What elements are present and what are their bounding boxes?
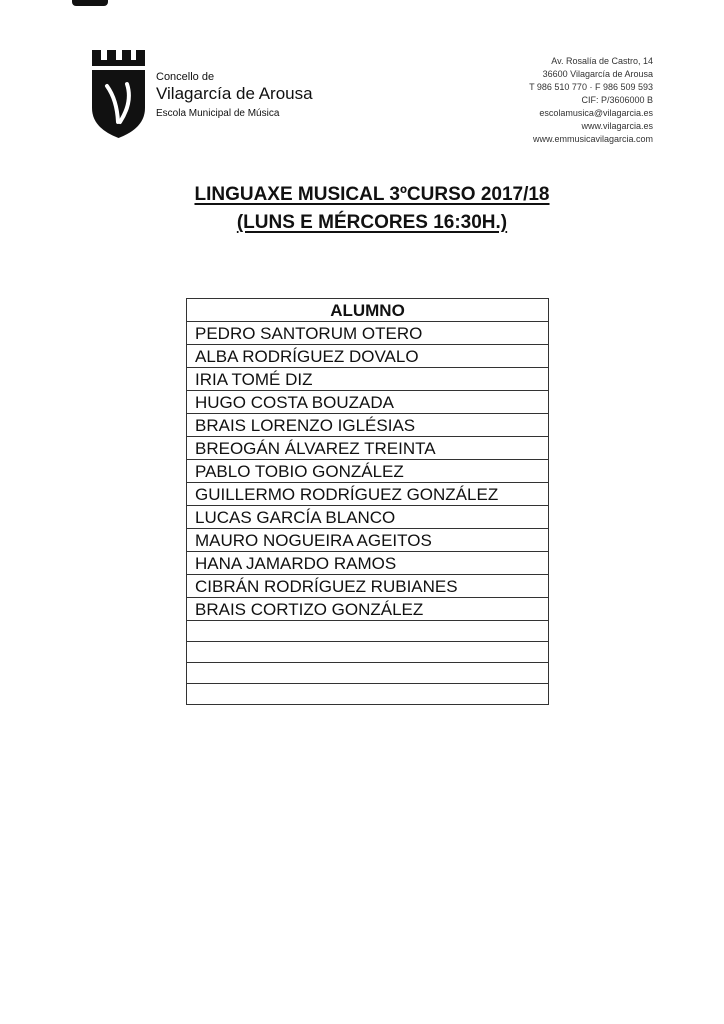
- contact-block: [529, 55, 653, 146]
- student-name: BRAIS LORENZO IGLÉSIAS: [187, 414, 549, 437]
- student-name: PEDRO SANTORUM OTERO: [187, 322, 549, 345]
- document-title: LINGUAXE MUSICAL 3ºCURSO 2017/18: [194, 184, 550, 205]
- table-row: [187, 552, 549, 575]
- document-subtitle: (LUNS E MÉRCORES 16:30H.): [236, 212, 508, 233]
- table-row-empty: [187, 684, 549, 705]
- table-row-empty: [187, 621, 549, 642]
- table-row: [187, 529, 549, 552]
- contact-cif: CIF: P/3606000 B: [581, 95, 653, 105]
- empty-cell: [187, 621, 549, 642]
- student-name: BREOGÁN ÁLVAREZ TREINTA: [187, 437, 549, 460]
- contact-email: escolamusica@vilagarcia.es: [539, 108, 653, 118]
- table-row: [187, 391, 549, 414]
- student-name: IRIA TOMÉ DIZ: [187, 368, 549, 391]
- table-row: [187, 414, 549, 437]
- table-row: [187, 322, 549, 345]
- student-name: MAURO NOGUEIRA AGEITOS: [187, 529, 549, 552]
- empty-cell: [187, 642, 549, 663]
- org-line-school: Escola Municipal de Música: [156, 108, 280, 119]
- table-row-empty: [187, 663, 549, 684]
- table-row: [187, 483, 549, 506]
- vilagarcia-crest-icon: [90, 50, 146, 138]
- student-name: PABLO TOBIO GONZÁLEZ: [187, 460, 549, 483]
- contact-web-1: www.vilagarcia.es: [581, 121, 653, 131]
- column-header-alumno: ALUMNO: [187, 299, 549, 322]
- student-name: HANA JAMARDO RAMOS: [187, 552, 549, 575]
- table-row: [187, 460, 549, 483]
- student-table: [186, 298, 549, 705]
- table-header-row: [187, 299, 549, 322]
- contact-phone-fax: T 986 510 770 · F 986 509 593: [529, 82, 653, 92]
- contact-address: Av. Rosalía de Castro, 14: [551, 56, 653, 66]
- student-name: GUILLERMO RODRÍGUEZ GONZÁLEZ: [187, 483, 549, 506]
- scan-mark: [72, 0, 108, 6]
- student-name: LUCAS GARCÍA BLANCO: [187, 506, 549, 529]
- contact-web-2: www.emmusicavilagarcia.com: [532, 134, 653, 144]
- org-line-town: Vilagarcía de Arousa: [156, 84, 313, 103]
- table-row: [187, 598, 549, 621]
- table-row-empty: [187, 642, 549, 663]
- contact-postal: 36600 Vilagarcía de Arousa: [542, 69, 653, 79]
- student-name: HUGO COSTA BOUZADA: [187, 391, 549, 414]
- student-name: ALBA RODRÍGUEZ DOVALO: [187, 345, 549, 368]
- table-row: [187, 368, 549, 391]
- org-line-concello: Concello de: [156, 71, 215, 83]
- student-name: CIBRÁN RODRÍGUEZ RUBIANES: [187, 575, 549, 598]
- table-row: [187, 345, 549, 368]
- empty-cell: [187, 663, 549, 684]
- table-row: [187, 506, 549, 529]
- table-row: [187, 575, 549, 598]
- org-name-block: [156, 70, 313, 122]
- empty-cell: [187, 684, 549, 705]
- table-row: [187, 437, 549, 460]
- student-name: BRAIS CORTIZO GONZÁLEZ: [187, 598, 549, 621]
